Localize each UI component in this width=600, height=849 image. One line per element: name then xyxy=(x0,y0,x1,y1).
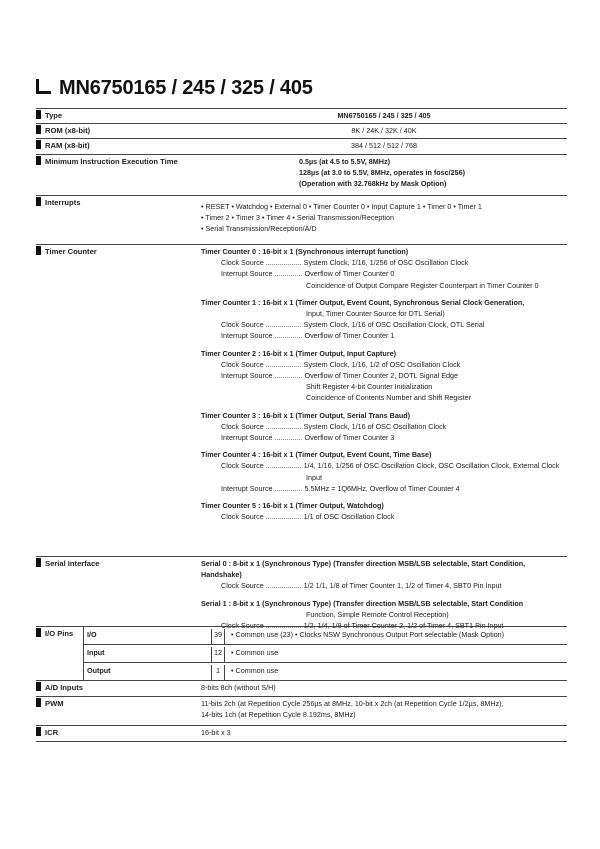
value-line: 14-bits 1ch (at Repetition Cycle 8.192ms, 8MHz) xyxy=(201,710,356,719)
title-mark-icon xyxy=(36,79,51,94)
timer-block-4 xyxy=(201,449,567,494)
value-line: 11-bits 2ch (at Repetition Cycle 256µs at 8MHz, 10-bit x 2ch (at Repetition Cycle 1/2µs, 8MHz), xyxy=(201,699,504,708)
row-icr xyxy=(36,725,567,742)
row-label: A/D Inputs xyxy=(36,682,83,693)
row-interrupts xyxy=(36,195,567,244)
timer-head: Timer Counter 2 : 16-bit x 1 (Timer Output, Input Capture) xyxy=(201,348,397,358)
timer-head: Timer Counter 1 : 16-bit x 1 (Timer Output, Event Count, Synchronous Serial Clock Generation, xyxy=(201,297,525,307)
timer-line: Input, Timer Counter Source for DTL Serial) xyxy=(306,309,445,319)
row-ad-inputs xyxy=(36,680,567,696)
row-value xyxy=(201,201,567,234)
io-name: I/O xyxy=(87,630,97,639)
row-io-pins xyxy=(36,626,567,680)
value-line: • RESET • Watchdog • External 0 • Timer Counter 0 • Input Capture 1 • Timer 0 • Timer 1 xyxy=(201,202,482,211)
io-line xyxy=(83,662,567,680)
serial-head: Serial 0 : 8-bit x 1 (Synchronous Type) (Transfer direction MSB/LSB selectable, Start Condition, Handshake) xyxy=(201,559,526,580)
timer-block-0 xyxy=(201,246,567,291)
timer-line: Clock Source .................. System Clock, 1/16 of OSC Oscillation Clock, OTL Serial xyxy=(221,320,485,330)
io-desc: • Common use xyxy=(231,648,279,657)
serial-line: Clock Source .................. 1/2, 1/4, 1/8 of Timer Counter 2, 1/2 of Timer 4, SBT1 Pin Input xyxy=(221,621,504,631)
row-label: Interrupts xyxy=(36,197,80,208)
timer-line: Clock Source .................. System Clock, 1/16, 1/2 of OSC Oscillation Clock xyxy=(221,359,461,369)
timer-line: Interrupt Source .............. Overflow of Timer Counter 0 xyxy=(221,269,395,279)
timer-line: Interrupt Source .............. Overflow of Timer Counter 2, DOTL Signal Edge xyxy=(221,371,459,381)
row-value: 8K / 24K / 32K / 40K xyxy=(351,126,417,135)
timer-head: Timer Counter 4 : 16-bit x 1 (Timer Output, Event Count, Time Base) xyxy=(201,450,432,460)
value-line: 128µs (at 3.0 to 5.5V, 8MHz, operates in fosc/256) xyxy=(299,168,466,177)
timer-line: Interrupt Source .............. Overflow of Timer Counter 1 xyxy=(221,331,395,341)
timer-line: Clock Source .................. 1/1 of OSC Oscillation Clock xyxy=(221,512,395,522)
timer-line: Interrupt Source .............. Overflow of Timer Counter 3 xyxy=(221,433,395,443)
row-value xyxy=(201,698,567,720)
timer-line: Clock Source .................. System Clock, 1/16 of OSC Oscillation Clock xyxy=(221,421,447,431)
timer-line: Clock Source .................. 1/4, 1/16, 1/256 of OSC Oscillation Clock, OSC Oscillation Clock, External Clock xyxy=(221,461,560,471)
value-line: • Timer 2 • Timer 3 • Timer 4 • Serial Transmission/Reception xyxy=(201,213,395,222)
io-count: 39 xyxy=(211,629,225,644)
timer-line: Input xyxy=(306,472,322,482)
row-label: PWM xyxy=(36,698,64,709)
timer-line: Interrupt Source .............. 5.5MHz = 1Q6MHz, Overflow of Timer Counter 4 xyxy=(221,483,460,493)
row-label: RAM (x8-bit) xyxy=(36,140,90,151)
row-label: ROM (x8-bit) xyxy=(36,125,90,136)
timer-line: Coincidence of Contents Number and Shift Register xyxy=(306,393,472,403)
value-line: • Serial Transmission/Reception/A/D xyxy=(201,224,317,233)
row-label: Type xyxy=(36,110,62,121)
row-min-instruction xyxy=(36,154,567,195)
row-timer-counter xyxy=(36,244,567,556)
page-title xyxy=(36,77,313,100)
io-line xyxy=(83,627,567,644)
timer-head: Timer Counter 3 : 16-bit x 1 (Timer Output, Serial Trans Baud) xyxy=(201,410,411,420)
row-value: 16-bit x 3 xyxy=(201,728,231,737)
row-value xyxy=(201,246,567,522)
row-value xyxy=(299,156,567,189)
value-line: (Operation with 32.768kHz by Mask Option) xyxy=(299,179,447,188)
timer-line: Coincidence of Output Compare Register Counterpart in Timer Counter 0 xyxy=(306,280,539,290)
io-count: 1 xyxy=(211,665,225,680)
io-count: 12 xyxy=(211,647,225,662)
row-label: Timer Counter xyxy=(36,246,97,257)
serial-line: Function, Simple Remote Control Reception) xyxy=(306,609,449,619)
io-line xyxy=(83,644,567,662)
row-type xyxy=(36,108,567,123)
timer-line: Clock Source .................. System Clock, 1/16, 1/256 of OSC Oscillation Clock xyxy=(221,258,469,268)
io-desc: • Common use (23) • Clocks NSW Synchronous Output Port selectable (Mask Option) xyxy=(231,630,505,639)
row-pwm xyxy=(36,696,567,725)
serial-head: Serial 1 : 8-bit x 1 (Synchronous Type) (Transfer direction MSB/LSB selectable, Start Condition xyxy=(201,598,524,608)
timer-head: Timer Counter 5 : 16-bit x 1 (Timer Output, Watchdog) xyxy=(201,501,384,511)
io-name: Output xyxy=(87,666,111,675)
row-value: 384 / 512 / 512 / 768 xyxy=(351,141,417,150)
row-label: Serial Interface xyxy=(36,558,99,569)
row-rom xyxy=(36,123,567,138)
timer-block-1 xyxy=(201,297,567,342)
io-desc: • Common use xyxy=(231,666,279,675)
io-grid xyxy=(83,627,567,680)
timer-block-3 xyxy=(201,410,567,444)
row-value: MN6750165 / 245 / 325 / 405 xyxy=(337,111,431,120)
row-label: Minimum Instruction Execution Time xyxy=(36,156,178,167)
timer-block-2 xyxy=(201,348,567,404)
row-value xyxy=(201,558,567,631)
row-label: I/O Pins xyxy=(36,628,73,639)
value-line: 0.5µs (at 4.5 to 5.5V, 8MHz) xyxy=(299,157,390,166)
row-label: ICR xyxy=(36,727,58,738)
title-text: MN6750165 / 245 / 325 / 405 xyxy=(59,77,313,99)
timer-head: Timer Counter 0 : 16-bit x 1 (Synchronous interrupt function) xyxy=(201,247,409,256)
row-ram xyxy=(36,138,567,154)
timer-block-5 xyxy=(201,500,567,522)
serial-block-0 xyxy=(201,558,567,592)
timer-line: Shift Register 4-bit Counter Initialization xyxy=(306,382,433,392)
row-serial-interface xyxy=(36,556,567,631)
io-name: Input xyxy=(87,648,105,657)
serial-line: Clock Source .................. 1/2 1/1, 1/8 of Timer Counter 1, 1/2 of Timer 4, SBT0 Pin Input xyxy=(221,581,502,591)
spec-table xyxy=(36,108,567,742)
row-value: 8-bits 8ch (without S/H) xyxy=(201,683,276,692)
